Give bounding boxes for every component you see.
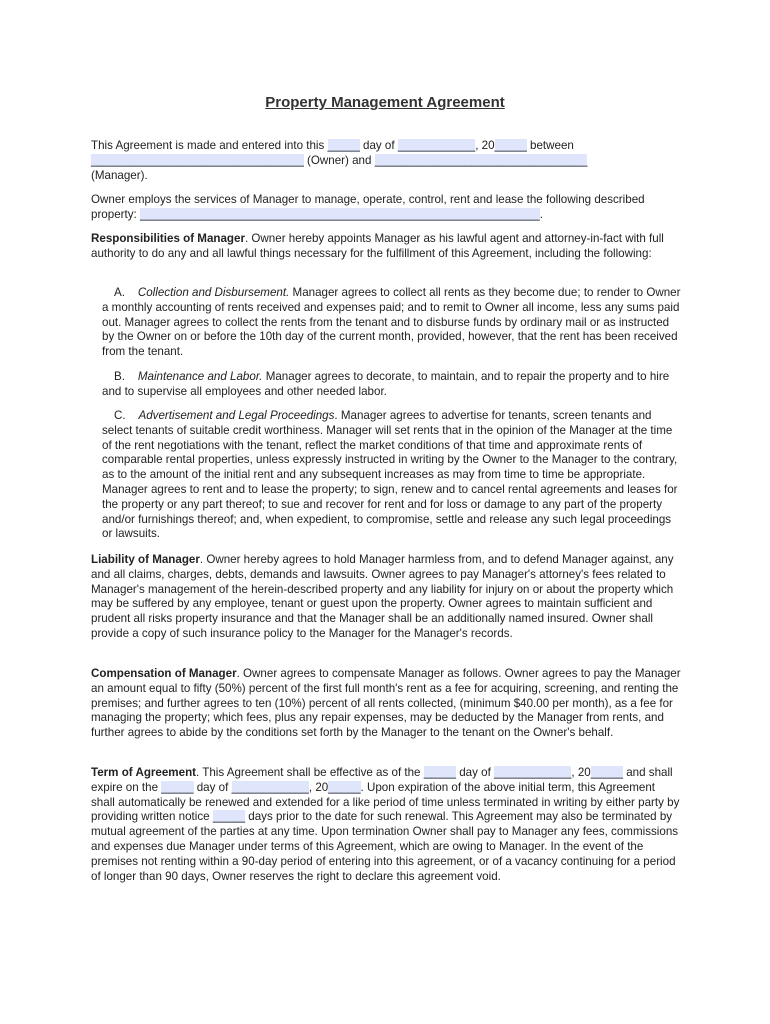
expire-month-field[interactable]: ____________ — [231, 780, 309, 794]
property-address-field[interactable]: ______________________________________________________________ — [139, 207, 540, 221]
item-a-heading: Collection and Disbursement. — [137, 286, 290, 299]
effective-month-field[interactable]: ____________ — [494, 766, 572, 779]
intro-paragraph: This Agreement is made and entered into this _____ day of ____________, 20_____ between _________________________________ (Owner) and _________________________________ (Manager). — [91, 139, 588, 182]
effective-year-field[interactable]: _____ — [590, 766, 623, 779]
liability-heading: Liability of Manager — [91, 553, 200, 566]
notice-days-field[interactable]: _____ — [212, 810, 246, 824]
term-section: Term of Agreement. This Agreement shall be effective as of the _____ day of ____________, 20_____ and shall expire on the _____ day of ____________, 20_____. Upon expiration of the above initial term, this Agreement shall automatically be renewed and extended for a like period of time unless terminated in writing by either party by providing written notice _____ days prior to the date for such renewal. This Agreement may also be terminated by mutual agreement of the parties at any time. Upon termination Owner shall pay to Manager any fees, commissions and expenses due Manager under terms of this Agreement, which are owing to Manager. In the event of the premises not renting within a 90-day period of entering into this agreement, or of a vacancy continuing for a period of longer than 90 days, Owner reserves the right to declare this agreement void. — [91, 766, 680, 883]
term-heading: Term of Agreement — [91, 766, 197, 779]
page-title: Property Management Agreement — [265, 94, 505, 111]
day-field[interactable]: _____ — [327, 139, 360, 152]
expire-year-field[interactable]: _____ — [328, 780, 361, 794]
item-b-paragraph: B. Maintenance and Labor. Manager agrees to decorate, to maintain, and to repair the property and to hire and to supervise all employees and other needed labor. — [102, 370, 670, 398]
effective-day-field[interactable]: _____ — [423, 766, 456, 779]
month-field[interactable]: ____________ — [397, 139, 476, 152]
responsibilities-heading: Responsibilities of Manager — [91, 232, 245, 245]
item-c-heading: Advertisement and Legal Proceedings — [138, 409, 335, 422]
liability-section: Liability of Manager. Owner hereby agrees to hold Manager harmless from, and to defend Manager against, any and all claims, charges, debts, demands and lawsuits. Owner agrees to pay Manager's attorney's fees related to Manager's management of the herein-described property and any liability for injury on or about the property which may be suffered by any employee, tenant or guest upon the property. Owner agrees to maintain sufficient and prudent all risks property insurance and that the Manager shall be an additionally named insured. Owner shall provide a copy of such insurance policy to the Manager for the Manager's records. — [91, 553, 674, 640]
owner-name-field[interactable]: _________________________________ — [91, 153, 304, 167]
expire-day-field[interactable]: _____ — [161, 780, 194, 794]
responsibilities-section: Responsibilities of Manager. Owner hereby appoints Manager as his lawful agent and attorney-in-fact with full authority to do any and all lawful things necessary for the fulfillment of this Agreement, including the following: — [91, 232, 664, 260]
compensation-heading: Compensation of Manager — [91, 667, 237, 680]
property-paragraph: Owner employs the services of Manager to manage, operate, control, rent and lease the following described property: ______________________________________________________________. — [91, 193, 645, 221]
year-field[interactable]: _____ — [494, 139, 527, 152]
item-c-paragraph: C. Advertisement and Legal Proceedings. Manager agrees to advertise for tenants, screen tenants and select tenants of suitable credit worthiness. Manager will set rents that in the opinion of the Manager at the time of the rent negotiations with the tenant, reflect the market conditions of that time and approximate rents of comparable rental properties, unless expressly instructed in writing by the Owner to the Manager to the contrary, as to the amount of the initial rent and any subsequent increases as may from time to time be appropriate. Manager agrees to rent and to lease the property; to sign, renew and to cancel rental agreements and leases for the property or any part thereof; to sue and recover for rent and for loss or damage to any part of the property and/or furnishings thereof; and, when expedient, to compromise, settle and release any such legal proceedings or lawsuits. — [102, 409, 678, 541]
compensation-section: Compensation of Manager. Owner agrees to compensate Manager as follows. Owner agrees to pay the Manager an amount equal to fifty (50%) percent of the first full month's rent as a fee for acquiring, screening, and renting the premises; and further agrees to ten (10%) percent of all rents collected, (minimum $40.00 per month), as a fee for managing the property; which fees, plus any repair expenses, may be deducted by the Manager from rents, and further agrees to abide by the conditions set forth by the Manager to the tenant on the Owner's behalf. — [91, 667, 681, 740]
manager-name-field[interactable]: _________________________________ — [374, 153, 588, 167]
item-a-paragraph: A. Collection and Disbursement. Manager agrees to collect all rents as they become due; to render to Owner a monthly accounting of rents received and expenses paid; and to remit to Owner all income, less any sums paid out. Manager agrees to collect the rents from the tenant and to disburse funds by ordinary mail or as instructed by the Owner on or before the 10th day of the current month, provided, however, that the rent has been received from the tenant. — [102, 286, 681, 359]
item-b-heading: Maintenance and Labor. — [137, 370, 263, 383]
